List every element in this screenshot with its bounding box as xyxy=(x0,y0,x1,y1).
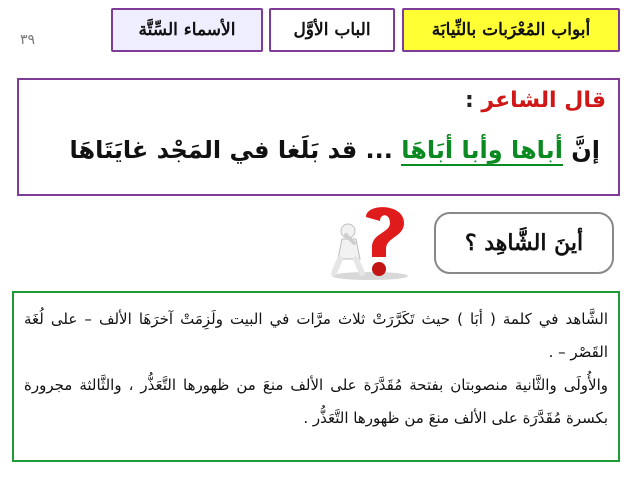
poem-verse xyxy=(69,136,600,164)
section-title xyxy=(269,8,395,52)
topic-title-text: الأسماء السِّتَّة xyxy=(138,20,236,40)
poem-box xyxy=(17,78,620,196)
question-text: أينَ الشَّاهِد ؟ xyxy=(464,230,584,256)
verse-highlight: أباها وأبا أبَاهَا xyxy=(401,136,563,164)
verse-end: ... قد بَلَغا في المَجْد غايَتَاهَا xyxy=(69,136,393,164)
poet-label-text: قال الشاعر xyxy=(481,88,606,113)
chapter-title-text: أبواب المُعْرَبات بالنِّيابَة xyxy=(431,20,591,40)
chapter-title xyxy=(402,8,620,52)
page-number: ٣٩ xyxy=(20,32,36,48)
explanation-box xyxy=(12,291,620,462)
explanation-paragraph-1: الشَّاهد في كلمة ( أبَا ) حيث تَكَرَّرَتْ ثلاث مرَّات في البيت ولَزِمَتْ آخرَهَا الألف – على لُغَة القَصْر – . xyxy=(24,310,608,361)
thinking-person-with-question-mark-icon xyxy=(326,205,414,281)
poet-label xyxy=(465,88,606,113)
verse-start: إنَّ xyxy=(571,136,600,164)
explanation-paragraph-2: والأُولَى والثَّانية منصوبتان بفتحة مُقَدَّرَة على الألف منعَ من ظهورها التَّعَذُّر ، والثَّالثة مجرورة بكسرة مُقَدَّرَة على الألف منعَ من ظهورها التَّعَذُّر . xyxy=(24,376,608,427)
section-title-text: الباب الأوَّل xyxy=(293,20,371,40)
topic-title xyxy=(111,8,263,52)
poet-label-colon: : xyxy=(464,88,474,113)
question-box xyxy=(434,212,614,274)
